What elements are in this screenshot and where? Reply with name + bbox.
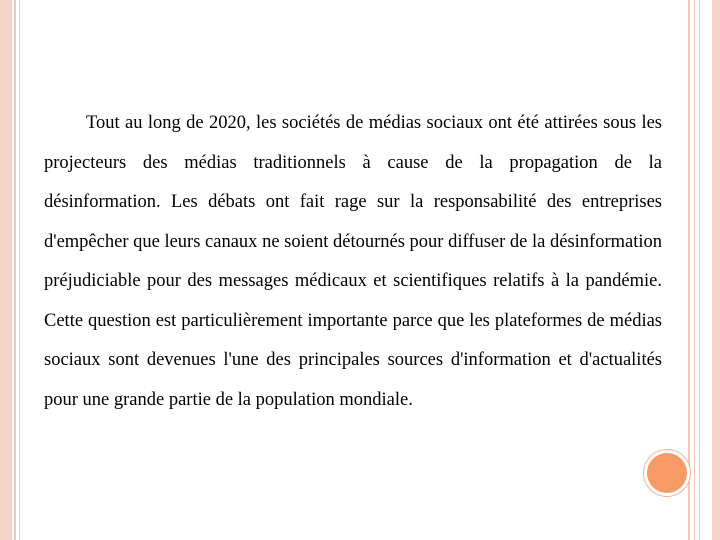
right-frame-line [699,0,700,540]
left-border-line [14,0,16,540]
accent-circle-icon [644,450,690,496]
right-frame-line [688,0,690,540]
left-border-thin-line [19,0,20,540]
left-border-decoration [0,0,12,540]
right-border-decoration [712,0,720,540]
right-frame-line [694,0,695,540]
body-paragraph: Tout au long de 2020, les sociétés de médias sociaux ont été attirées sous les projecteurs des médias traditionnels à cause de la propagation de la désinformation. Les débats ont fait rage sur la responsabilité des entreprises d'empêcher que leurs canaux ne soient détournés pour diffuser de la désinformation préjudiciable pour des messages médicaux et scientifiques relatifs à la pandémie. Cette question est particulièrement importante parce que les plateformes de médias sociaux sont devenues l'une des principales sources d'information et d'actualités pour une grande partie de la population mondiale. [44,113,662,410]
slide-body [44,104,662,420]
